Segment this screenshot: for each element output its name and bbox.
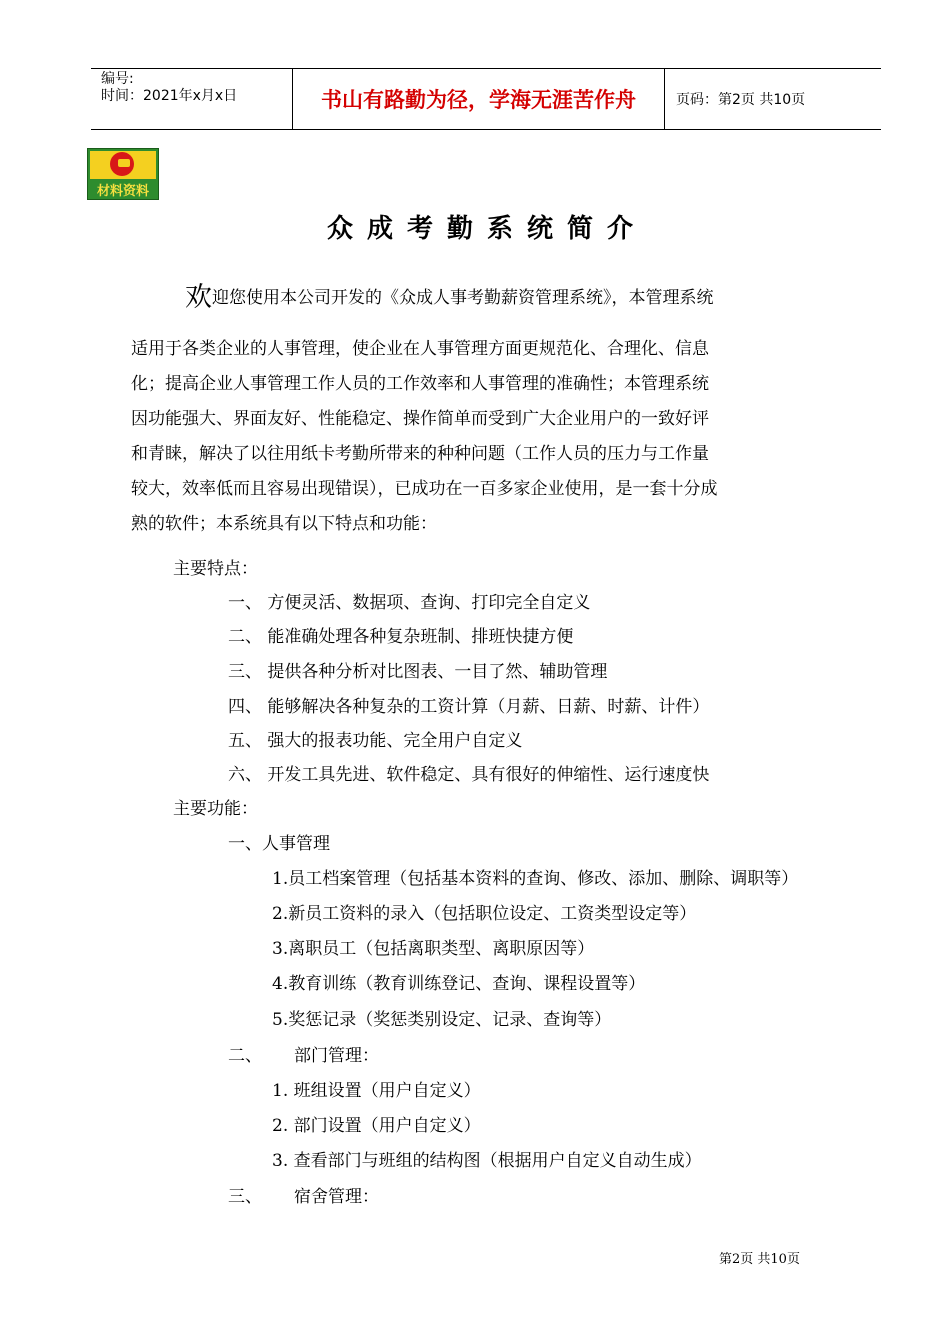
header-divider — [664, 69, 665, 129]
intro-line — [185, 282, 714, 313]
intro-line: 较大，效率低而且容易出现错误），已成功在一百多家企业使用，是一套十分成 — [131, 479, 718, 499]
intro-line: 适用于各类企业的人事管理，使企业在人事管理方面更规范化、合理化、信息 — [131, 339, 709, 359]
page-header — [91, 68, 881, 130]
intro-first-line: 迎您使用本公司开发的《众成人事考勤薪资管理系统》，本管理系统 — [212, 288, 714, 308]
function-section-title: 部门管理： — [294, 1046, 379, 1066]
function-item: 2.新员工资料的录入（包括职位设定、工资类型设定等） — [272, 904, 697, 924]
intro-line: 化；提高企业人事管理工作人员的工作效率和人事管理的准确性；本管理系统 — [131, 374, 709, 394]
features-heading: 主要特点： — [173, 559, 258, 579]
header-motto: 书山有路勤为径，学海无涯苦作舟 — [321, 88, 636, 112]
function-section-title: 一、人事管理 — [228, 834, 330, 854]
function-section-number: 三、 — [228, 1187, 262, 1207]
header-page-info: 页码：第2页 共10页 — [676, 92, 806, 108]
intro-dropcap: 欢 — [185, 282, 212, 313]
function-item: 3.离职员工（包括离职类型、离职原因等） — [272, 939, 595, 959]
feature-item: 四、 能够解决各种复杂的工资计算（月薪、日薪、时薪、计件） — [228, 697, 710, 717]
time-label: 时间：2021年x月x日 — [101, 88, 238, 104]
feature-item: 五、 强大的报表功能、完全用户自定义 — [228, 731, 523, 751]
number-label: 编号: — [101, 71, 134, 87]
function-item: 3. 查看部门与班组的结构图（根据用户自定义自动生成） — [272, 1151, 702, 1171]
header-meta — [101, 71, 291, 105]
feature-item: 三、 提供各种分析对比图表、一目了然、辅助管理 — [228, 662, 608, 682]
intro-line: 因功能强大、界面友好、性能稳定、操作简单而受到广大企业用户的一致好评 — [131, 409, 709, 429]
function-section-number: 二、 — [228, 1046, 262, 1066]
page-footer: 第2页 共10页 — [719, 1252, 800, 1267]
feature-item: 二、 能准确处理各种复杂班制、排班快捷方便 — [228, 627, 574, 647]
functions-heading: 主要功能： — [173, 799, 258, 819]
feature-item: 六、 开发工具先进、软件稳定、具有很好的伸缩性、运行速度快 — [228, 765, 710, 785]
function-item: 2. 部门设置（用户自定义） — [272, 1116, 481, 1136]
function-item: 1. 班组设置（用户自定义） — [272, 1081, 481, 1101]
intro-line: 熟的软件；本系统具有以下特点和功能： — [131, 514, 437, 534]
function-section-title: 宿舍管理： — [294, 1187, 379, 1207]
function-item: 5.奖惩记录（奖惩类别设定、记录、查询等） — [272, 1010, 612, 1030]
intro-line: 和青睐，解决了以往用纸卡考勤所带来的种种问题（工作人员的压力与工作量 — [131, 444, 709, 464]
page-title: 众成考勤系统简介 — [326, 214, 647, 244]
function-item: 1.员工档案管理（包括基本资料的查询、修改、添加、删除、调职等） — [272, 869, 799, 889]
function-item: 4.教育训练（教育训练登记、查询、课程设置等） — [272, 974, 646, 994]
feature-item: 一、 方便灵活、数据项、查询、打印完全自定义 — [228, 593, 591, 613]
logo-text: 材料资料 — [96, 184, 149, 199]
logo-emblem-icon — [110, 152, 134, 176]
company-logo — [87, 148, 159, 200]
